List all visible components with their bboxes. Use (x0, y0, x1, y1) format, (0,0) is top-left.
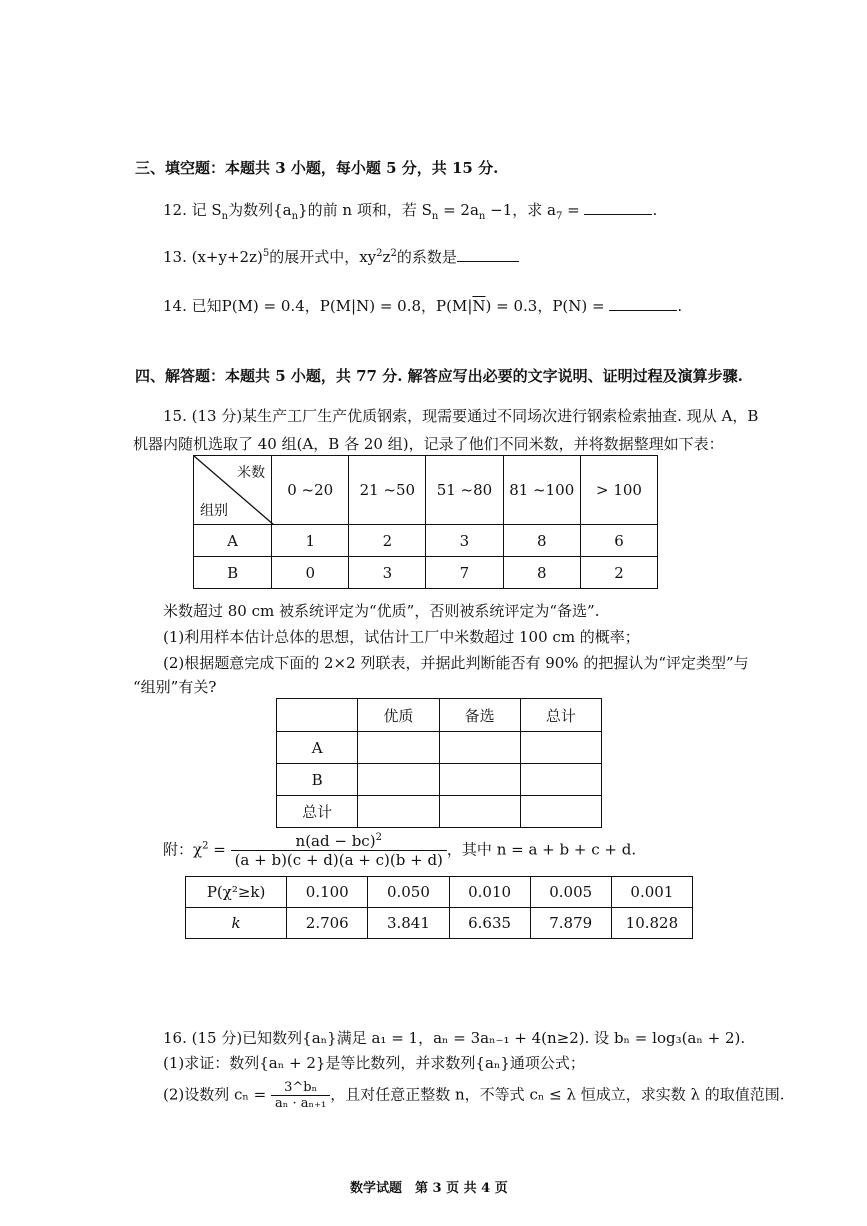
cn-fraction (271, 1080, 330, 1111)
table-cell: 0 (272, 557, 349, 589)
q12-part1: 12. 记 S (163, 201, 222, 219)
table-cell: 7.879 (530, 908, 611, 939)
chi-square-formula: 附：$\chi^2$ = $\frac{n(ad - bc)^2}{(a + b)(c + d)(a + c)(b + d)}$ ，其中 n = a + b + c + d. (163, 832, 637, 869)
q16-line3-post: ，且对任意正整数 n，不等式 cₙ ≤ λ 恒成立，求实数 λ 的取值范围. (330, 1085, 785, 1104)
table2-header (277, 699, 358, 732)
q12-part4: = 2a (438, 201, 479, 219)
q15-part2-line2: “组别”有关? (133, 678, 217, 696)
table-cell: 8 (503, 525, 580, 557)
table-cell: 1 (272, 525, 349, 557)
blank-cell[interactable] (439, 732, 520, 764)
q12-part5: −1，求 a (485, 201, 556, 219)
q16-line1: 16. (15 分)已知数列{aₙ}满足 a₁ = 1，aₙ = 3aₙ₋₁ + 4(n≥2). 设 bₙ = log₃(aₙ + 2). (163, 1029, 746, 1047)
blank-cell[interactable] (520, 732, 601, 764)
table-cell: 3 (349, 557, 426, 589)
q15-part1: (1)利用样本估计总体的思想，试估计工厂中米数超过 100 cm 的概率； (163, 628, 640, 646)
blank-cell[interactable] (439, 764, 520, 796)
formula-denominator: (a + b)(c + d)(a + c)(b + d) (234, 851, 443, 869)
table-row (186, 908, 693, 939)
table-cell: 3 (426, 525, 503, 557)
blank-cell[interactable] (358, 764, 439, 796)
table-cell: 6 (580, 525, 657, 557)
page-footer: 数学试题 第 3 页 共 4 页 (350, 1181, 508, 1196)
table-cell: 0.010 (449, 877, 530, 908)
table-cell: 10.828 (611, 908, 692, 939)
q16-line2: (1)求证：数列{aₙ + 2}是等比数列，并求数列{aₙ}通项公式； (163, 1054, 585, 1072)
table2-header: 备选 (439, 699, 520, 732)
q15-line2: 机器内随机选取了 40 组(A，B 各 20 组)，记录了他们不同米数，并将数据整理如下表： (133, 435, 724, 453)
q14-part2: ) = 0.3，P(N) = (485, 297, 610, 315)
table-cell: 2 (580, 557, 657, 589)
section3-title: 三、填空题：本题共 3 小题，每小题 5 分，共 15 分. (135, 159, 499, 177)
table-cell: 0.001 (611, 877, 692, 908)
row-label: 总计 (277, 796, 358, 828)
answer-blank-13[interactable] (457, 260, 519, 262)
row-label: B (277, 764, 358, 796)
q12-part2: 为数列{a (228, 201, 292, 219)
q14-nbar: $\overline{N}$ (472, 297, 486, 315)
table1-header: 81 ~100 (503, 456, 580, 525)
q16-line3 (163, 1080, 785, 1111)
question-12: 12. 记 $S_n$为数列$\{a_n\}$的前 n 项和，若 $S_n = 2a_n -1$，求 $a_7$ = . (163, 201, 658, 222)
table-cell: 7 (426, 557, 503, 589)
row-label: k (186, 908, 287, 939)
table-row (277, 732, 602, 764)
table-cell: 3.841 (368, 908, 449, 939)
corner-bottom-label: 组别 (200, 503, 228, 519)
formula-fraction (231, 832, 447, 869)
table-cell: 6.635 (449, 908, 530, 939)
table2-header: 总计 (520, 699, 601, 732)
question-14 (163, 295, 682, 316)
blank-cell[interactable] (358, 732, 439, 764)
table-row (194, 525, 658, 557)
table-cell: 0.050 (368, 877, 449, 908)
q13-part1: 13. (x+y+2z) (163, 248, 263, 266)
row-label: P(χ²≥k) (186, 877, 287, 908)
formula-numerator: n(ad − bc)$^2$ (231, 832, 447, 851)
answer-blank-14[interactable] (609, 309, 677, 311)
table-cell: 2.706 (287, 908, 368, 939)
table-row (277, 796, 602, 828)
table-cell: 0.005 (530, 877, 611, 908)
blank-cell[interactable] (439, 796, 520, 828)
row-label: A (277, 732, 358, 764)
section4-title: 四、解答题：本题共 5 小题，共 77 分. 解答应写出必要的文字说明、证明过程及演算步骤. (135, 367, 743, 385)
corner-top-label: 米数 (237, 465, 266, 481)
cn-denominator: aₙ · aₙ₊₁ (275, 1096, 327, 1111)
q16-line3-pre: (2)设数列 cₙ = (163, 1085, 272, 1104)
formula-suffix: ，其中 n = a + b + c + d. (446, 840, 637, 859)
table1-header: 21 ~50 (349, 456, 426, 525)
answer-blank-12[interactable] (584, 213, 652, 215)
row-label: B (194, 557, 272, 589)
q12-tail: . (652, 201, 658, 219)
q13-part2: 的展开式中，xy (269, 248, 377, 266)
table-row (186, 877, 693, 908)
q15-part2-line1: (2)根据题意完成下面的 2×2 列联表，并据此判断能否有 90% 的把握认为“评定类型”与 (163, 654, 749, 672)
table-row (194, 557, 658, 589)
table-cell: 0.100 (287, 877, 368, 908)
question-13: 13. $(x+y+2z)^5$的展开式中，$xy^2z^2$的系数是 (163, 246, 519, 267)
table-cell: 8 (503, 557, 580, 589)
critical-value-table (185, 876, 693, 939)
q15-note: 米数超过 80 cm 被系统评定为“优质”，否则被系统评定为“备选”. (163, 602, 600, 620)
table2-header: 优质 (358, 699, 439, 732)
q14-tail: . (677, 297, 683, 315)
blank-cell[interactable] (520, 796, 601, 828)
table1-corner-cell (194, 456, 272, 525)
q13-part3: z (382, 248, 391, 266)
q14-part1: 14. 已知P(M) = 0.4，P(M|N) = 0.8，P(M| (163, 297, 473, 315)
blank-cell[interactable] (358, 796, 439, 828)
meter-count-table (193, 455, 658, 589)
table-cell: 2 (349, 525, 426, 557)
blank-cell[interactable] (520, 764, 601, 796)
table1-header: 0 ~20 (272, 456, 349, 525)
contingency-table (276, 698, 602, 828)
cn-numerator: 3^bₙ (271, 1080, 330, 1096)
q12-part3: }的前 n 项和，若 S (298, 201, 432, 219)
table1-header: > 100 (580, 456, 657, 525)
q13-part4: 的系数是 (396, 248, 457, 266)
q12-part6: = (562, 201, 585, 219)
q13-exp: 5 (262, 248, 270, 259)
table1-header: 51 ~80 (426, 456, 503, 525)
row-label: A (194, 525, 272, 557)
q15-line1: 15. (13 分)某生产工厂生产优质钢索，现需要通过不同场次进行钢索检索抽查. 现从 A，B (163, 407, 759, 425)
formula-prefix: 附：χ (163, 840, 203, 859)
table-row (277, 764, 602, 796)
